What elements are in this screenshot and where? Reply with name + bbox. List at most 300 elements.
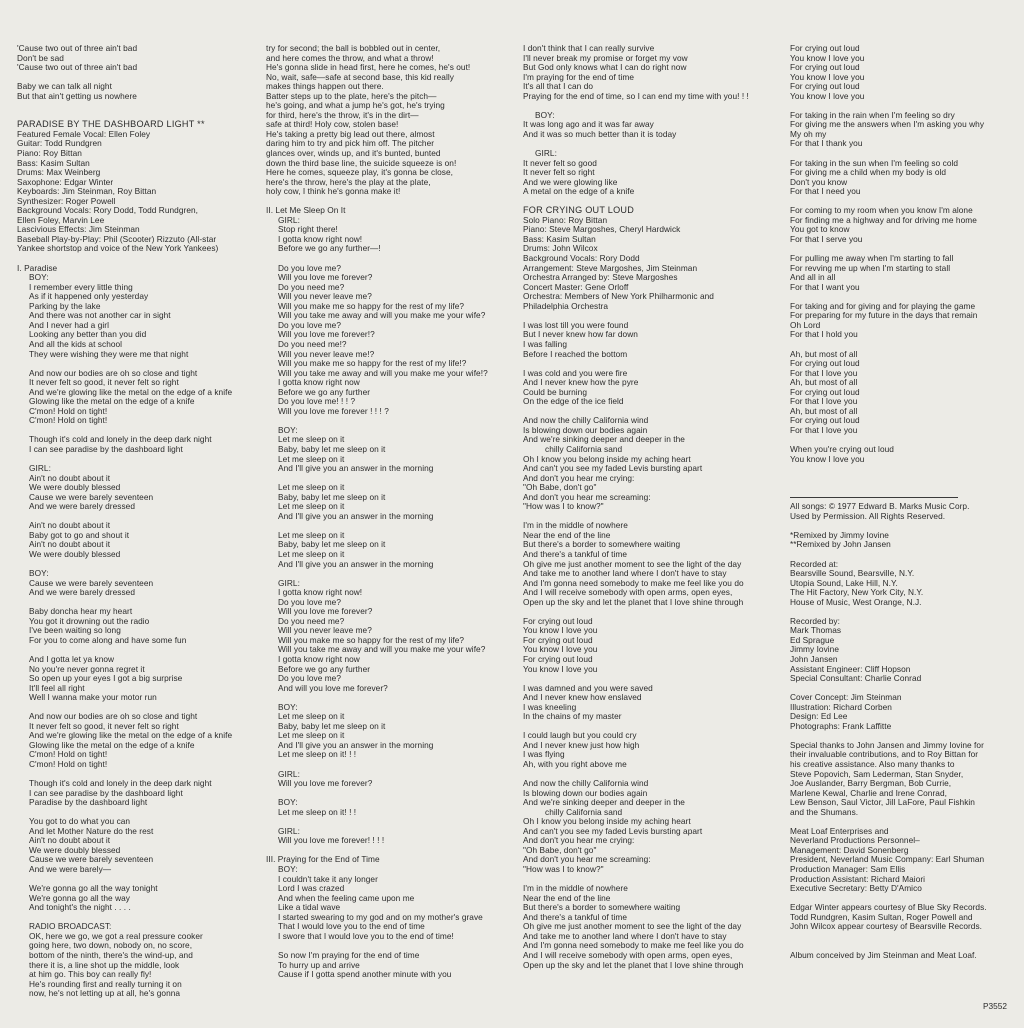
speaker-label: GIRL: bbox=[29, 463, 51, 474]
lyric-line: And now the chilly California wind bbox=[523, 415, 649, 426]
catalog-number: P3552 bbox=[983, 1001, 1007, 1011]
lyric-line: You know I love you bbox=[523, 644, 598, 655]
lyric-line: And I'll give you an answer in the morning bbox=[278, 558, 434, 569]
lyric-line: And it was so much better than it is today bbox=[523, 128, 677, 139]
lyric-line: Bearsville Sound, Bearsville, N.Y. bbox=[790, 568, 915, 579]
lyric-line: Design: Ed Lee bbox=[790, 711, 848, 722]
lyric-line: going here, two down, nobody on, no score, bbox=[29, 940, 193, 951]
lyric-line: For pulling me away when I'm starting to fall bbox=[790, 253, 954, 264]
lyric-line: "How was I to know?" bbox=[523, 501, 604, 512]
lyric-line: down the third base line, the suicide squeeze is on! bbox=[266, 157, 457, 168]
lyric-line: Todd Rundgren, Kasim Sultan, Roger Powell and bbox=[790, 911, 973, 922]
lyric-line: Batter steps up to the plate, here's the pitch— bbox=[266, 90, 437, 101]
lyric-line: For crying out loud bbox=[523, 634, 593, 645]
lyric-line: As if it happened only yesterday bbox=[29, 291, 149, 302]
lyric-line: My oh my bbox=[790, 128, 827, 139]
lyric-line: A metal on the edge of a knife bbox=[523, 186, 635, 197]
lyric-line: Cause if I gotta spend another minute with you bbox=[278, 969, 452, 980]
lyric-line: I gotta know right now bbox=[278, 377, 360, 388]
lyric-line: He's rounding first and really turning it on bbox=[29, 978, 182, 989]
lyric-line: And we were barely dressed bbox=[29, 501, 135, 512]
lyric-line: Let me sleep on it! ! ! bbox=[278, 806, 357, 817]
lyric-line: For crying out loud bbox=[790, 43, 860, 53]
lyric-line: Before we go any further bbox=[278, 386, 371, 397]
lyric-line: Don't be sad bbox=[17, 52, 64, 63]
lyric-line: I gotta know right now! bbox=[278, 587, 363, 598]
lyric-line: I was falling bbox=[523, 338, 567, 349]
lyric-line: Recorded at: bbox=[790, 558, 839, 569]
lyric-line: For taking and for giving and for playing the game bbox=[790, 300, 976, 311]
lyric-line: I'll never break my promise or forget my vow bbox=[523, 52, 688, 63]
lyric-line: And when the feeling came upon me bbox=[278, 892, 415, 903]
lyric-line: bottom of the ninth, there's the wind-up, and bbox=[29, 949, 193, 960]
lyric-line: Ah, but most of all bbox=[790, 377, 858, 388]
lyric-line: Utopia Sound, Lake Hill, N.Y. bbox=[790, 577, 898, 588]
lyric-line: C'mon! Hold on tight! bbox=[29, 405, 108, 416]
lyric-line: Will you love me forever? bbox=[278, 778, 373, 789]
lyric-line: Do you love me? bbox=[278, 596, 342, 607]
lyric-line: Well I wanna make your motor run bbox=[29, 692, 157, 703]
lyric-line: For crying out loud bbox=[790, 81, 860, 92]
lyric-line: Could be burning bbox=[523, 386, 587, 397]
lyric-line: Before we go any further bbox=[278, 663, 371, 674]
lyric-line: I'm in the middle of nowhere bbox=[523, 520, 628, 531]
lyric-line: And I'm gonna need somebody to make me feel like you do bbox=[523, 940, 744, 951]
lyric-line: I don't think that I can really survive bbox=[523, 43, 655, 53]
lyric-line: And I'll give you an answer in the morning bbox=[278, 510, 434, 521]
lyric-line: And we were glowing like bbox=[523, 176, 618, 187]
lyric-line: holy cow, I think he's gonna make it! bbox=[266, 186, 401, 197]
lyric-line: And I gotta let ya know bbox=[29, 654, 115, 664]
lyric-line: For that I want you bbox=[790, 281, 860, 292]
lyric-line: They were wishing they were me that night bbox=[29, 348, 189, 359]
blank-line bbox=[790, 932, 987, 942]
lyric-line: And will you love me forever? bbox=[278, 682, 388, 693]
lyric-line: Special thanks to John Jansen and Jimmy Iovine for bbox=[790, 739, 984, 750]
lyric-line: He's taking a pretty big lead out there, almost bbox=[266, 128, 435, 139]
lyric-line: When you're crying out loud bbox=[790, 443, 894, 454]
lyric-line: On the edge of the ice field bbox=[523, 396, 624, 407]
lyric-line: For crying out loud bbox=[523, 615, 593, 626]
speaker-label: BOY: bbox=[535, 109, 555, 120]
lyric-line: Assistant Engineer: Cliff Hopson bbox=[790, 663, 911, 674]
lyric-line: Ain't no doubt about it bbox=[29, 472, 111, 483]
lyric-line: And we're sinking deeper and deeper in the bbox=[523, 797, 685, 808]
lyric-line: Marlene Kewal, Charlie and Irene Conrad, bbox=[790, 787, 947, 798]
lyric-line: Praying for the end of time, so I can end my time with you! ! ! bbox=[523, 90, 749, 101]
lyric-line: and the Shumans. bbox=[790, 806, 859, 817]
lyric-line: And tonight's the night . . . . bbox=[29, 902, 131, 913]
section-heading: II. Let Me Sleep On It bbox=[266, 205, 346, 216]
lyric-line: I can see paradise by the dashboard light bbox=[29, 443, 183, 454]
lyric-line: Production Assistant: Richard Maiori bbox=[790, 873, 926, 884]
lyric-line: Is blowing down our bodies again bbox=[523, 424, 648, 435]
lyric-line: To hurry up and arrive bbox=[278, 959, 360, 970]
lyric-line: Orchestra Arranged by: Steve Margoshes bbox=[523, 272, 678, 283]
lyric-line: For that I love you bbox=[790, 367, 858, 378]
lyric-line: *Remixed by Jimmy Iovine bbox=[790, 529, 889, 540]
lyric-line: John Wilcox appear courtesy of Bearsville Records. bbox=[790, 921, 983, 932]
speaker-label: BOY: bbox=[278, 701, 298, 712]
lyric-line: Will you make me so happy for the rest of my life!? bbox=[278, 358, 467, 369]
lyric-line: I remember every little thing bbox=[29, 281, 133, 292]
lyric-line: Mark Thomas bbox=[790, 625, 842, 636]
lyric-line: Cause we were barely seventeen bbox=[29, 854, 154, 865]
lyric-line: **Remixed by John Jansen bbox=[790, 539, 891, 550]
lyric-line: Do you need me!? bbox=[278, 338, 347, 349]
lyric-line: Let me sleep on it! ! ! bbox=[278, 749, 357, 760]
lyric-line: Meat Loaf Enterprises and bbox=[790, 825, 889, 836]
lyric-line: But that ain't getting us nowhere bbox=[17, 90, 137, 101]
lyric-line: Open up the sky and let the planet that I love shine through bbox=[523, 959, 744, 970]
song-title: FOR CRYING OUT LOUD bbox=[523, 205, 635, 216]
lyric-line: It never felt so right bbox=[523, 167, 595, 178]
lyric-line: For that I hold you bbox=[790, 329, 858, 340]
lyric-line: And can't you see my faded Levis bursting apart bbox=[523, 825, 703, 836]
lyric-line: It never felt so good bbox=[523, 157, 597, 168]
lyric-line: And there's a tankful of time bbox=[523, 911, 628, 922]
lyric-line: Edgar Winter appears courtesy of Blue Sky Records. bbox=[790, 902, 987, 913]
lyric-line: Baseball Play-by-Play: Phil (Scooter) Rizzuto (All-star bbox=[17, 233, 217, 244]
lyric-line: And we're sinking deeper and deeper in the bbox=[523, 434, 685, 445]
lyric-line: Cover Concept: Jim Steinman bbox=[790, 692, 902, 703]
lyric-line: And we were barely dressed bbox=[29, 587, 135, 598]
lyric-line: For that I love you bbox=[790, 424, 858, 435]
lyric-line: Background Vocals: Rory Dodd bbox=[523, 253, 640, 264]
blank-line bbox=[523, 101, 749, 111]
lyric-line: You got it drowning out the radio bbox=[29, 615, 150, 626]
lyric-line: No, wait, safe—safe at second base, this kid really bbox=[266, 71, 454, 82]
lyric-line: I've been waiting so long bbox=[29, 625, 121, 636]
lyric-line: Let me sleep on it bbox=[278, 501, 345, 512]
lyric-line: Synthesizer: Roger Powell bbox=[17, 195, 116, 206]
lyric-line: Will you love me forever ! ! ! ? bbox=[278, 405, 389, 416]
lyric-line: And now our bodies are oh so close and tight bbox=[29, 367, 198, 378]
lyric-line: Let me sleep on it bbox=[278, 711, 345, 722]
lyric-line: Album conceived by Jim Steinman and Meat Loaf. bbox=[790, 949, 977, 960]
lyric-line: Ah, with you right above me bbox=[523, 759, 627, 770]
lyric-line: And I never knew how enslaved bbox=[523, 692, 642, 703]
lyric-line: Let me sleep on it bbox=[278, 482, 345, 493]
lyric-line: That I would love you to the end of time bbox=[278, 921, 425, 932]
lyric-line: Will you love me forever!? bbox=[278, 329, 375, 340]
lyric-line: For crying out loud bbox=[790, 62, 860, 73]
lyric-line: I was flying bbox=[523, 749, 565, 760]
lyric-line: his creative assistance. Also many thanks to bbox=[790, 759, 955, 770]
lyric-line: chilly California sand bbox=[545, 806, 623, 817]
lyric-line: Arrangement: Steve Margoshes, Jim Steinman bbox=[523, 262, 698, 273]
lyric-line: Keyboards: Jim Steinman, Roy Bittan bbox=[17, 186, 157, 197]
lyric-line: Near the end of the line bbox=[523, 892, 611, 903]
lyric-line: I couldn't take it any longer bbox=[278, 873, 378, 884]
lyric-line: No you're never gonna regret it bbox=[29, 663, 145, 674]
lyric-line: You know I love you bbox=[790, 453, 865, 464]
lyric-line: For revving me up when I'm starting to stall bbox=[790, 262, 951, 273]
lyric-line: Will you never leave me!? bbox=[278, 348, 375, 359]
lyric-line: at him go. This boy can really fly! bbox=[29, 969, 152, 980]
lyric-line: You know I love you bbox=[790, 52, 865, 63]
lyric-line: For giving me the answers when I'm asking you why bbox=[790, 119, 985, 130]
lyric-line: C'mon! Hold on tight! bbox=[29, 415, 108, 426]
lyric-line: Piano: Steve Margoshes, Cheryl Hardwick bbox=[523, 224, 681, 235]
lyric-line: daring him to try and pick him off. The pitcher bbox=[266, 138, 435, 149]
lyric-line: You know I love you bbox=[790, 71, 865, 82]
lyric-line: I gotta know right now! bbox=[278, 233, 363, 244]
lyric-line: Will you love me forever? bbox=[278, 272, 373, 283]
lyric-line: Piano: Roy Bittan bbox=[17, 148, 82, 159]
speaker-label: BOY: bbox=[278, 424, 298, 435]
speaker-label: BOY: bbox=[278, 797, 298, 808]
lyric-line: Solo Piano: Roy Bittan bbox=[523, 214, 608, 225]
lyric-line: So now I'm praying for the end of time bbox=[278, 949, 420, 960]
section-heading: I. Paradise bbox=[17, 262, 58, 273]
lyric-line: Baby, baby let me sleep on it bbox=[278, 491, 386, 502]
lyric-line: Oh give me just another moment to see the light of the day bbox=[523, 558, 742, 569]
lyric-line: Drums: Max Weinberg bbox=[17, 167, 101, 178]
lyric-line: Orchestra: Members of New York Philharmonic and bbox=[523, 291, 714, 302]
lyric-line: Neverland Productions Personnel– bbox=[790, 835, 920, 846]
lyric-line: Before I reached the bottom bbox=[523, 348, 628, 359]
lyric-line: glances over, winds up, and it's bunted, bunted bbox=[266, 148, 441, 159]
lyric-line: Featured Female Vocal: Ellen Foley bbox=[17, 128, 151, 139]
lyric-line: Oh I know you belong inside my aching heart bbox=[523, 816, 691, 827]
lyric-line: "Oh Babe, don't go" bbox=[523, 482, 597, 493]
lyric-line: Recorded by: bbox=[790, 615, 840, 626]
lyric-line: he's going, and what a jump he's got, he's trying bbox=[266, 100, 445, 111]
lyric-line: I'm in the middle of nowhere bbox=[523, 883, 628, 894]
speaker-label: GIRL: bbox=[278, 768, 300, 779]
lyric-line: try for second; the ball is bobbled out in center, bbox=[266, 43, 441, 53]
lyric-line: Used by Permission. All Rights Reserved. bbox=[790, 510, 946, 521]
lyric-line: It'll feel all right bbox=[29, 682, 85, 693]
lyric-line: Ellen Foley, Marvin Lee bbox=[17, 214, 105, 225]
lyric-line: Do you love me! ! ! ? bbox=[278, 396, 356, 407]
lyric-line: In the chains of my master bbox=[523, 711, 622, 722]
lyric-line: "How was I to know?" bbox=[523, 864, 604, 875]
lyric-line: And I never knew just how high bbox=[523, 739, 640, 750]
lyric-line: And we're glowing like the metal on the edge of a knife bbox=[29, 386, 233, 397]
lyric-line: We're gonna go all the way bbox=[29, 892, 130, 903]
lyric-line: Will you take me away and will you make me your wife? bbox=[278, 644, 486, 655]
lyric-line: Do you love me? bbox=[278, 673, 342, 684]
column-2 bbox=[266, 44, 488, 980]
lyric-line: I swore that I would love you to the end of time! bbox=[278, 930, 454, 941]
lyric-line: for third, here's the throw, it's in the dirt— bbox=[266, 109, 419, 120]
lyric-line: For that I love you bbox=[790, 396, 858, 407]
lyric-line: And all in all bbox=[790, 272, 836, 283]
lyric-line: C'mon! Hold on tight! bbox=[29, 759, 108, 770]
lyric-line: Looking any better than you did bbox=[29, 329, 147, 340]
lyric-line: You know I love you bbox=[523, 625, 598, 636]
lyric-line: And I'm gonna need somebody to make me feel like you do bbox=[523, 577, 744, 588]
lyric-line: For that I serve you bbox=[790, 233, 863, 244]
blank-line bbox=[790, 483, 987, 493]
lyric-line: here's the throw, here's the play at the plate, bbox=[266, 176, 431, 187]
lyric-line: Executive Secretary: Betty D'Amico bbox=[790, 883, 922, 894]
lyric-line: All songs: © 1977 Edward B. Marks Music Corp. bbox=[790, 501, 970, 512]
lyric-line: Here he comes, squeeze play, it's gonna be close, bbox=[266, 167, 453, 178]
lyric-line: And don't you hear me crying: bbox=[523, 835, 635, 846]
lyric-line: Oh I know you belong inside my aching heart bbox=[523, 453, 691, 464]
lyric-line: Glowing like the metal on the edge of a knife bbox=[29, 739, 195, 750]
lyric-line: Philadelphia Orchestra bbox=[523, 300, 609, 311]
lyric-line: Let me sleep on it bbox=[278, 529, 345, 540]
lyric-line: Illustration: Richard Corben bbox=[790, 701, 892, 712]
lyric-line: Background Vocals: Rory Dodd, Todd Rundgren, bbox=[17, 205, 198, 216]
lyric-line: He's gonna slide in head first, here he comes, he's out! bbox=[266, 62, 471, 73]
lyric-line: Ah, but most of all bbox=[790, 348, 858, 359]
lyric-line: there it is, a line shot up the middle, look bbox=[29, 959, 180, 970]
lyric-line: Let me sleep on it bbox=[278, 730, 345, 741]
lyric-line: Photographs: Frank Laffitte bbox=[790, 720, 892, 731]
lyric-line: For crying out loud bbox=[523, 654, 593, 664]
speaker-label: BOY: bbox=[29, 568, 49, 579]
lyric-line: "Oh Babe, don't go" bbox=[523, 844, 597, 855]
lyric-line: Lascivious Effects: Jim Steinman bbox=[17, 224, 140, 235]
speaker-label: GIRL: bbox=[278, 577, 300, 588]
lyric-line: For crying out loud bbox=[790, 358, 860, 369]
lyric-line: You know I love you bbox=[790, 90, 865, 101]
lyric-line: Will you never leave me? bbox=[278, 291, 372, 302]
speaker-label: GIRL: bbox=[278, 825, 300, 836]
column-3 bbox=[523, 44, 749, 970]
lyric-line: It never felt so good, it never felt so right bbox=[29, 720, 179, 731]
speaker-label: BOY: bbox=[278, 864, 298, 875]
lyric-line: For that I need you bbox=[790, 186, 861, 197]
lyric-line: And don't you hear me screaming: bbox=[523, 854, 651, 865]
lyric-line: And there's a tankful of time bbox=[523, 548, 628, 559]
lyric-line: Ah, but most of all bbox=[790, 405, 858, 416]
lyric-line: And we were barely— bbox=[29, 864, 112, 875]
lyric-line: But I never knew how far down bbox=[523, 329, 638, 340]
lyric-line: We were doubly blessed bbox=[29, 844, 121, 855]
lyric-line: But there's a border to somewhere waiting bbox=[523, 539, 681, 550]
lyric-line: chilly California sand bbox=[545, 443, 623, 454]
lyric-line: And I will receive somebody with open arms, open eyes, bbox=[523, 949, 733, 960]
lyric-line: Like a tidal wave bbox=[278, 902, 341, 913]
lyric-line: I could laugh but you could cry bbox=[523, 730, 637, 741]
lyric-line: It was long ago and it was far away bbox=[523, 119, 654, 130]
column-4 bbox=[790, 44, 987, 961]
lyric-line: But God only knows what I can do right now bbox=[523, 62, 687, 73]
blank-line bbox=[17, 101, 232, 111]
lyric-line: And take me to another land where I don't have to stay bbox=[523, 568, 727, 579]
lyric-line: Cause we were barely seventeen bbox=[29, 577, 154, 588]
lyric-line: Special Consultant: Charlie Conrad bbox=[790, 673, 922, 684]
lyric-line: their invaluable contributions, and to Roy Bittan for bbox=[790, 749, 979, 760]
column-1 bbox=[17, 44, 232, 999]
lyric-line: I was damned and you were saved bbox=[523, 682, 653, 693]
blank-line bbox=[266, 416, 488, 426]
lyric-line: But there's a border to somewhere waiting bbox=[523, 902, 681, 913]
lyric-line: For you to come along and have some fun bbox=[29, 634, 187, 645]
lyric-line: For coming to my room when you know I'm alone bbox=[790, 205, 973, 216]
lyric-line: 'Cause two out of three ain't bad bbox=[17, 43, 138, 53]
lyric-line: You got to know bbox=[790, 224, 850, 235]
lyric-line: Saxophone: Edgar Winter bbox=[17, 176, 114, 187]
speaker-label: GIRL: bbox=[535, 148, 557, 159]
lyric-line: Baby, baby let me sleep on it bbox=[278, 443, 386, 454]
lyric-line: Ain't no doubt about it bbox=[29, 520, 111, 531]
lyric-line: Management: David Sonenberg bbox=[790, 844, 909, 855]
lyric-line: And all the kids at school bbox=[29, 338, 123, 349]
lyric-line: Lew Benson, Saul Victor, Jill LaFore, Paul Fishkin bbox=[790, 797, 975, 808]
lyric-line: We're gonna go all the way tonight bbox=[29, 883, 158, 894]
lyric-line: And I never knew how the pyre bbox=[523, 377, 639, 388]
lyric-line: Will you love me forever? bbox=[278, 606, 373, 617]
blank-line bbox=[790, 464, 987, 474]
lyric-line: You know I love you bbox=[523, 663, 598, 674]
lyric-line: makes things happen out there. bbox=[266, 81, 384, 92]
lyric-line: For crying out loud bbox=[790, 415, 860, 426]
lyric-line: Oh Lord bbox=[790, 319, 821, 330]
lyric-line: And we're glowing like the metal on the edge of a knife bbox=[29, 730, 233, 741]
lyric-line: Parking by the lake bbox=[29, 300, 101, 311]
blank-line bbox=[17, 560, 232, 570]
lyric-line: Yankee shortstop and voice of the New York Yankees) bbox=[17, 243, 219, 254]
lyric-line: And I'll give you an answer in the morning bbox=[278, 463, 434, 474]
lyric-line: and here comes the throw, and what a throw! bbox=[266, 52, 434, 63]
lyric-line: Bass: Kasim Sultan bbox=[523, 233, 596, 244]
lyric-line: I gotta know right now bbox=[278, 654, 360, 664]
lyric-line: For giving me a child when my body is old bbox=[790, 167, 947, 178]
lyric-line: And I'll give you an answer in the morning bbox=[278, 739, 434, 750]
lyric-line: Baby doncha hear my heart bbox=[29, 606, 133, 617]
lyric-line: I was lost till you were found bbox=[523, 319, 629, 330]
blank-line bbox=[266, 693, 488, 703]
lyric-line: Joe Auslander, Barry Bergman, Bob Currie, bbox=[790, 778, 952, 789]
lyric-line: Do you love me? bbox=[278, 262, 342, 273]
lyric-line: Baby got to go and shout it bbox=[29, 529, 130, 540]
lyric-line: Baby, baby let me sleep on it bbox=[278, 720, 386, 731]
lyric-line: Baby we can talk all night bbox=[17, 81, 112, 92]
lyric-line: It never felt so good, it never felt so right bbox=[29, 377, 179, 388]
lyric-line: Let me sleep on it bbox=[278, 453, 345, 464]
lyric-line: Stop right there! bbox=[278, 224, 338, 235]
lyric-line: Production Manager: Sam Ellis bbox=[790, 864, 906, 875]
divider-rule bbox=[790, 497, 958, 498]
lyric-line: So open up your eyes I got a big surprise bbox=[29, 673, 183, 684]
lyric-line: For finding me a highway and for driving me home bbox=[790, 214, 977, 225]
lyric-line: And take me to another land where I don't have to stay bbox=[523, 930, 727, 941]
lyric-line: Do you need me? bbox=[278, 615, 345, 626]
lyric-line: And now our bodies are oh so close and tight bbox=[29, 711, 198, 722]
lyric-line: safe at third! Holy cow, stolen base! bbox=[266, 119, 399, 130]
lyric-line: Paradise by the dashboard light bbox=[29, 797, 148, 808]
speaker-label: RADIO BROADCAST: bbox=[29, 921, 112, 932]
lyric-line: I can see paradise by the dashboard light bbox=[29, 787, 183, 798]
lyric-line: Ain't no doubt about it bbox=[29, 835, 111, 846]
lyric-line: Open up the sky and let the planet that I love shine through bbox=[523, 596, 744, 607]
lyric-line: And don't you hear me crying: bbox=[523, 472, 635, 483]
lyric-line: I started swearing to my god and on my mother's grave bbox=[278, 911, 483, 922]
lyric-line: Will you make me so happy for the rest of my life? bbox=[278, 634, 465, 645]
lyric-line: For that I thank you bbox=[790, 138, 863, 149]
lyric-line: now, he's not letting up at all, he's gonna bbox=[29, 988, 181, 999]
lyric-line: 'Cause two out of three ain't bad bbox=[17, 62, 138, 73]
lyric-line: Bass: Kasim Sultan bbox=[17, 157, 90, 168]
lyric-line: Ain't no doubt about it bbox=[29, 539, 111, 550]
lyric-line: And don't you hear me screaming: bbox=[523, 491, 651, 502]
lyric-line: For crying out loud bbox=[790, 386, 860, 397]
lyric-line: Let me sleep on it bbox=[278, 434, 345, 445]
lyric-line: And let Mother Nature do the rest bbox=[29, 825, 154, 836]
lyric-line: Let me sleep on it bbox=[278, 548, 345, 559]
lyric-line: Drums: John Wilcox bbox=[523, 243, 598, 254]
lyric-line: Will you make me so happy for the rest of my life? bbox=[278, 300, 465, 311]
lyric-line: Will you never leave me? bbox=[278, 625, 372, 636]
lyric-line: Though it's cold and lonely in the deep dark night bbox=[29, 778, 212, 789]
